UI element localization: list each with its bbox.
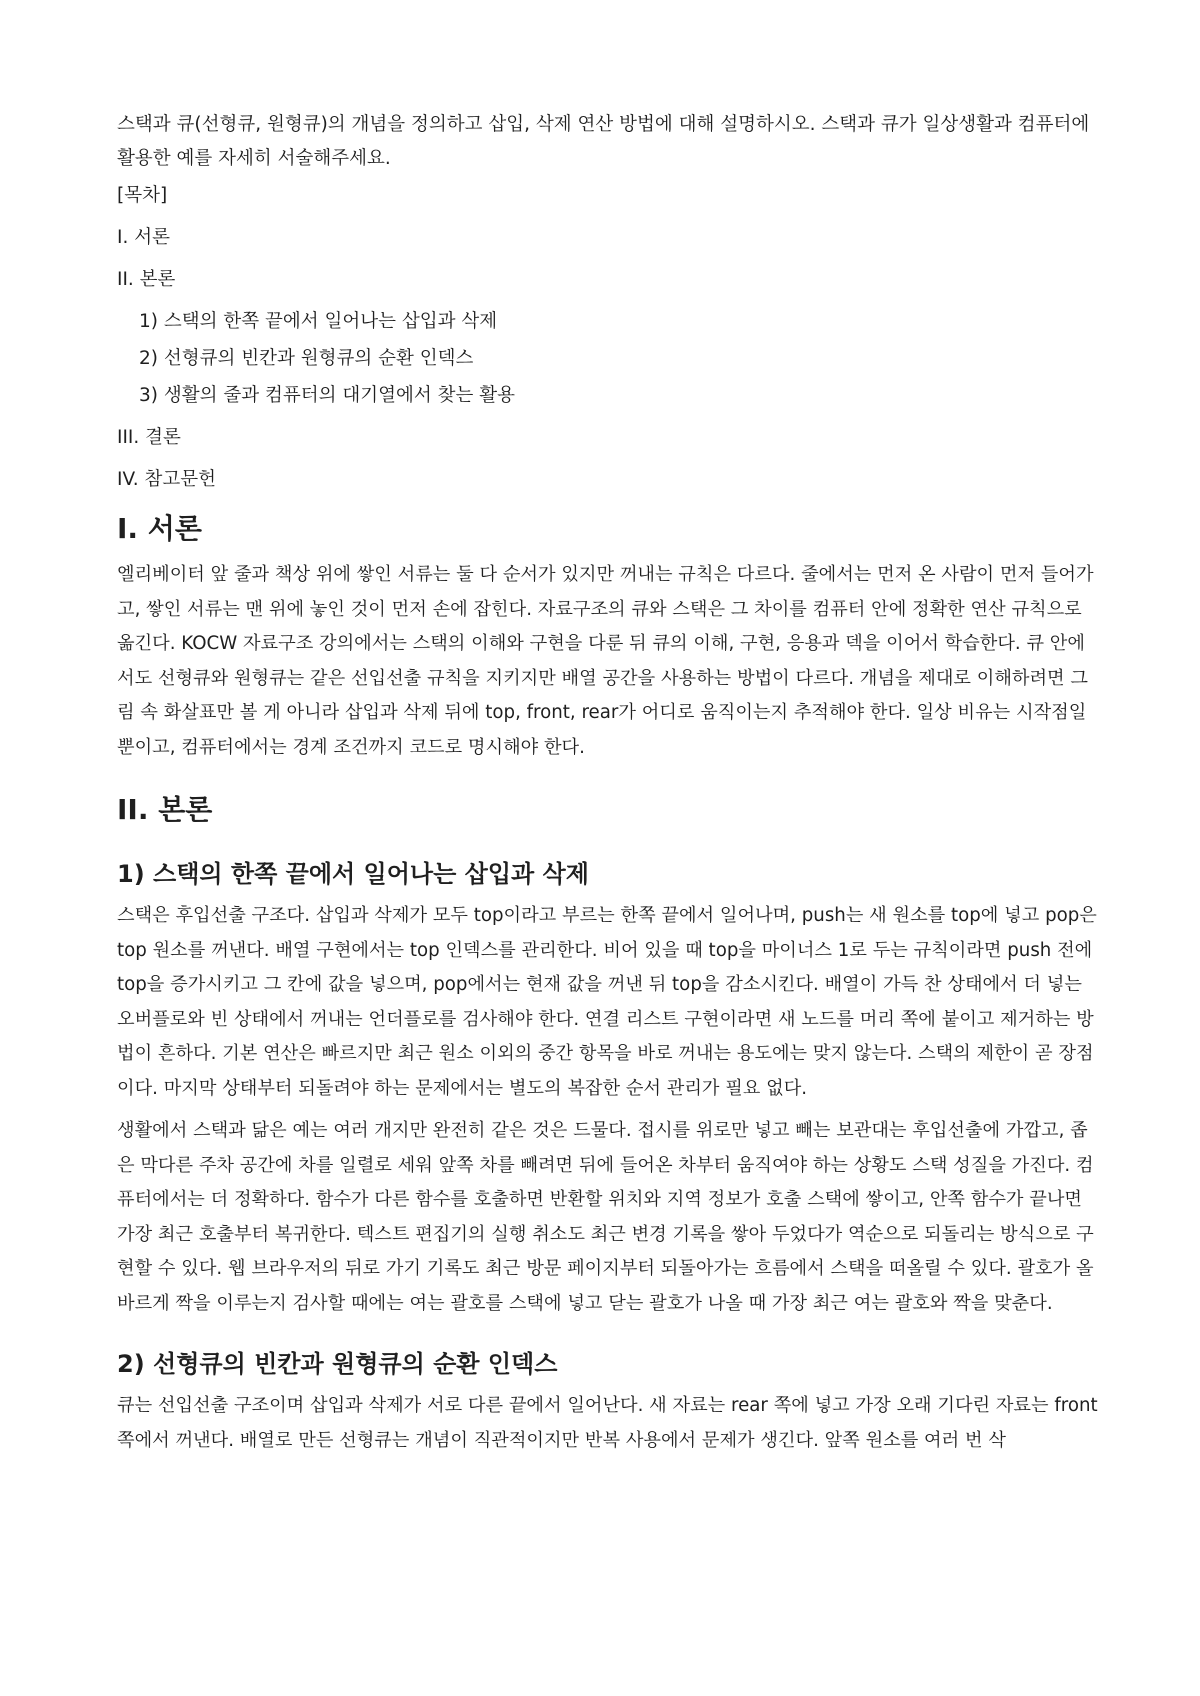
toc-item-intro: I. 서론 bbox=[117, 227, 170, 248]
section1-paragraph-1: 스택은 후입선출 구조다. 삽입과 삭제가 모두 top이라고 부르는 한쪽 끝에서 일어나며, push는 새 원소를 top에 넣고 pop은 top 원소를 꺼낸다. 배열 구현에서는 top 인덱스를 관리한다. 비어 있을 때 top을 마이너스 1로 두는 규칙이라면 push 전에 top을 증가시키고 그 칸에 값을 넣으며, pop에서는 현재 값을 꺼낸 뒤 top을 감소시킨다. 배열이 가득 찬 상태에서 더 넣는 오버플로와 빈 상태에서 꺼내는 언더플로를 검사해야 한다. 연결 리스트 구현이라면 새 노드를 머리 쪽에 붙이고 제거하는 방법이 흔하다. 기본 연산은 빠르지만 최근 원소 이외의 중간 항목을 바로 꺼내는 용도에는 맞지 않는다. 스택의 제한이 곧 장점이다. 마지막 상태부터 되돌려야 하는 문제에서는 별도의 복잡한 순서 관리가 필요 없다. bbox=[117, 905, 1097, 1099]
table-of-contents bbox=[117, 184, 1102, 492]
toc-item-references: IV. 참고문헌 bbox=[117, 469, 216, 490]
toc-subitem-1: 1) 스택의 한쪽 끝에서 일어나는 삽입과 삭제 bbox=[139, 311, 498, 332]
toc-subitem-3: 3) 생활의 줄과 컴퓨터의 대기열에서 찾는 활용 bbox=[139, 385, 515, 406]
assignment-prompt: 스택과 큐(선형큐, 원형큐)의 개념을 정의하고 삽입, 삭제 연산 방법에 대해 설명하시오. 스택과 큐가 일상생활과 컴퓨터에 활용한 예를 자세히 서술해주세요. bbox=[117, 114, 1090, 169]
toc-subitem-2: 2) 선형큐의 빈칸과 원형큐의 순환 인덱스 bbox=[139, 348, 474, 369]
toc-heading: [목차] bbox=[117, 185, 168, 206]
toc-item-conclusion: III. 결론 bbox=[117, 427, 181, 448]
document-page bbox=[117, 108, 1102, 1458]
intro-heading: I. 서론 bbox=[117, 512, 202, 545]
section1-heading: 1) 스택의 한쪽 끝에서 일어나는 삽입과 삭제 bbox=[117, 860, 589, 888]
toc-item-body: II. 본론 bbox=[117, 269, 176, 290]
section2-paragraph-1: 큐는 선입선출 구조이며 삽입과 삭제가 서로 다른 끝에서 일어난다. 새 자료는 rear 쪽에 넣고 가장 오래 기다린 자료는 front 쪽에서 꺼낸다. 배열로 만든 선형큐는 개념이 직관적이지만 반복 사용에서 문제가 생긴다. 앞쪽 원소를 여러 번 삭 bbox=[117, 1395, 1098, 1451]
section2-heading: 2) 선형큐의 빈칸과 원형큐의 순환 인덱스 bbox=[117, 1350, 558, 1378]
intro-paragraph: 엘리베이터 앞 줄과 책상 위에 쌓인 서류는 둘 다 순서가 있지만 꺼내는 규칙은 다르다. 줄에서는 먼저 온 사람이 먼저 들어가고, 쌓인 서류는 맨 위에 놓인 것이 먼저 손에 잡힌다. 자료구조의 큐와 스택은 그 차이를 컴퓨터 안에 정확한 연산 규칙으로 옮긴다. KOCW 자료구조 강의에서는 스택의 이해와 구현을 다룬 뒤 큐의 이해, 구현, 응용과 덱을 이어서 학습한다. 큐 안에서도 선형큐와 원형큐는 같은 선입선출 규칙을 지키지만 배열 공간을 사용하는 방법이 다르다. 개념을 제대로 이해하려면 그림 속 화살표만 볼 게 아니라 삽입과 삭제 뒤에 top, front, rear가 어디로 움직이는지 추적해야 한다. 일상 비유는 시작점일 뿐이고, 컴퓨터에서는 경계 조건까지 코드로 명시해야 한다. bbox=[117, 564, 1094, 758]
section1-paragraph-2: 생활에서 스택과 닮은 예는 여러 개지만 완전히 같은 것은 드물다. 접시를 위로만 넣고 빼는 보관대는 후입선출에 가깝고, 좁은 막다른 주차 공간에 차를 일렬로 세워 앞쪽 차를 빼려면 뒤에 들어온 차부터 움직여야 하는 상황도 스택 성질을 가진다. 컴퓨터에서는 더 정확하다. 함수가 다른 함수를 호출하면 반환할 위치와 지역 정보가 호출 스택에 쌓이고, 안쪽 함수가 끝나면 가장 최근 호출부터 복귀한다. 텍스트 편집기의 실행 취소도 최근 변경 기록을 쌓아 두었다가 역순으로 되돌리는 방식으로 구현할 수 있다. 웹 브라우저의 뒤로 가기 기록도 최근 방문 페이지부터 되돌아가는 흐름에서 스택을 떠올릴 수 있다. 괄호가 올바르게 짝을 이루는지 검사할 때에는 여는 괄호를 스택에 넣고 닫는 괄호가 나올 때 가장 최근 여는 괄호와 짝을 맞춘다. bbox=[117, 1120, 1094, 1314]
body-heading: II. 본론 bbox=[117, 793, 213, 826]
